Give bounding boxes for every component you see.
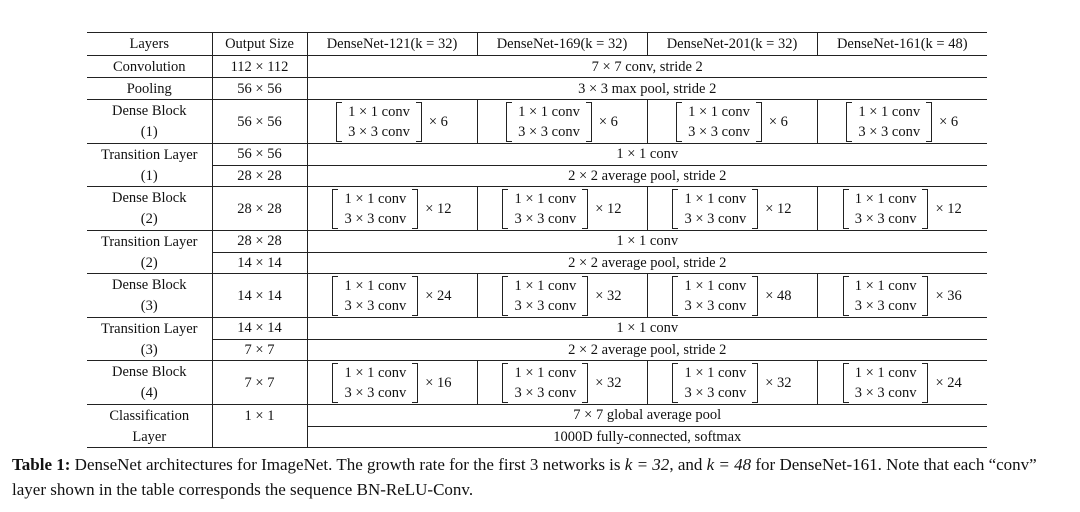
right-bracket	[412, 189, 418, 229]
dense-block-spec	[307, 187, 477, 231]
conv-line: 3 × 3 conv	[858, 123, 921, 140]
dense-block-spec	[817, 361, 987, 405]
caption-text-1: DenseNet architectures for ImageNet. The growth rate for the first 3 networks is	[70, 455, 625, 474]
conv-stack	[508, 189, 582, 229]
conv-line: 1 × 1 conv	[684, 277, 747, 294]
conv-line: 3 × 3 conv	[514, 384, 577, 401]
row-dense-block-4	[87, 361, 987, 405]
conv-line: 1 × 1 conv	[344, 364, 407, 381]
conv-line: 3 × 3 conv	[684, 384, 747, 401]
caption-k1: k = 32	[624, 455, 670, 474]
repeat-count: × 48	[765, 287, 792, 304]
row-transition-1a	[87, 144, 987, 166]
conv-stack	[338, 363, 412, 403]
repeat-count: × 12	[425, 200, 452, 217]
output-size: 7 × 7	[212, 339, 307, 361]
repeat-count: × 12	[765, 200, 792, 217]
dense-block-spec	[817, 274, 987, 318]
dense-block-spec	[307, 100, 477, 144]
dense-block-spec	[647, 361, 817, 405]
output-size: 28 × 28	[212, 165, 307, 187]
conv-line: 1 × 1 conv	[688, 103, 750, 120]
row-transition-2a	[87, 231, 987, 253]
right-bracket	[412, 363, 418, 403]
spanning-spec: 2 × 2 average pool, stride 2	[307, 165, 987, 187]
header-densenet-121: DenseNet-121(k = 32)	[307, 33, 477, 56]
caption-label: Table 1:	[12, 455, 71, 474]
spanning-spec: 7 × 7 global average pool	[307, 405, 987, 427]
conv-stack	[338, 189, 412, 229]
header-row	[87, 33, 987, 56]
right-bracket	[586, 102, 592, 142]
caption-text-3: for DenseNet-161. Note that each “conv” layer shown in the table corresponds the sequence BN-ReLU-Conv.	[12, 455, 1037, 499]
repeat-count: × 16	[425, 374, 452, 391]
dense-block-spec	[647, 187, 817, 231]
output-size: 56 × 56	[212, 78, 307, 100]
conv-stack	[512, 102, 586, 142]
row-dense-block-2	[87, 187, 987, 231]
dense-block-spec	[647, 274, 817, 318]
conv-line: 1 × 1 conv	[854, 277, 917, 294]
layer-index: (2)	[140, 254, 158, 271]
repeat-count: × 6	[598, 113, 618, 130]
row-transition-3b	[87, 339, 987, 361]
conv-line: 1 × 1 conv	[518, 103, 580, 120]
layer-name: Dense Block (2)	[112, 189, 187, 227]
conv-line: 3 × 3 conv	[688, 123, 750, 140]
right-bracket	[922, 363, 928, 403]
row-pooling	[87, 78, 987, 100]
conv-line: 1 × 1 conv	[854, 364, 917, 381]
conv-stack	[682, 102, 756, 142]
conv-line: 3 × 3 conv	[514, 210, 577, 227]
header-densenet-169: DenseNet-169(k = 32)	[477, 33, 647, 56]
layer-name: Dense Block (1)	[112, 102, 187, 140]
architecture-table	[87, 32, 987, 448]
conv-line: 3 × 3 conv	[518, 123, 580, 140]
right-bracket	[752, 189, 758, 229]
conv-line: 1 × 1 conv	[514, 277, 577, 294]
dense-block-spec	[477, 361, 647, 405]
layer-name: Transition Layer	[100, 146, 198, 163]
conv-line: 1 × 1 conv	[684, 364, 747, 381]
repeat-count: × 24	[425, 287, 452, 304]
dense-block-spec	[477, 274, 647, 318]
repeat-count: × 32	[595, 287, 622, 304]
spanning-spec: 1 × 1 conv	[307, 144, 987, 166]
right-bracket	[926, 102, 932, 142]
right-bracket	[416, 102, 422, 142]
layer-name: Layer	[132, 428, 167, 445]
repeat-count: × 6	[768, 113, 788, 130]
output-size: 28 × 28	[212, 231, 307, 253]
right-bracket	[582, 276, 588, 316]
conv-line: 3 × 3 conv	[344, 210, 407, 227]
layer-name: Dense Block (3)	[112, 276, 187, 314]
conv-stack	[508, 363, 582, 403]
right-bracket	[756, 102, 762, 142]
conv-stack	[849, 363, 923, 403]
right-bracket	[582, 363, 588, 403]
spanning-spec: 1 × 1 conv	[307, 318, 987, 340]
dense-block-spec	[477, 100, 647, 144]
conv-stack	[678, 363, 752, 403]
dense-block-spec	[477, 187, 647, 231]
output-size-empty	[212, 426, 307, 448]
conv-line: 3 × 3 conv	[854, 297, 917, 314]
conv-line: 1 × 1 conv	[854, 190, 917, 207]
row-dense-block-1	[87, 100, 987, 144]
conv-stack	[849, 276, 923, 316]
conv-line: 1 × 1 conv	[348, 103, 410, 120]
conv-stack	[508, 276, 582, 316]
output-size: 28 × 28	[212, 187, 307, 231]
conv-stack	[338, 276, 412, 316]
conv-line: 3 × 3 conv	[854, 210, 917, 227]
right-bracket	[922, 276, 928, 316]
repeat-count: × 6	[939, 113, 959, 130]
spanning-spec: 1000D fully-connected, softmax	[307, 426, 987, 448]
conv-stack	[678, 276, 752, 316]
output-size: 56 × 56	[212, 144, 307, 166]
row-transition-2b	[87, 252, 987, 274]
spanning-spec: 2 × 2 average pool, stride 2	[307, 339, 987, 361]
conv-line: 3 × 3 conv	[514, 297, 577, 314]
conv-line: 1 × 1 conv	[514, 190, 577, 207]
conv-line: 3 × 3 conv	[344, 384, 407, 401]
dense-block-spec	[307, 274, 477, 318]
right-bracket	[752, 363, 758, 403]
spanning-spec: 2 × 2 average pool, stride 2	[307, 252, 987, 274]
output-size: 56 × 56	[212, 100, 307, 144]
output-size: 14 × 14	[212, 274, 307, 318]
repeat-count: × 32	[595, 374, 622, 391]
header-densenet-161: DenseNet-161(k = 48)	[817, 33, 987, 56]
output-size: 112 × 112	[212, 56, 307, 78]
output-size: 14 × 14	[212, 252, 307, 274]
output-size: 7 × 7	[212, 361, 307, 405]
layer-name: Convolution	[112, 58, 186, 75]
row-transition-3a	[87, 318, 987, 340]
conv-line: 3 × 3 conv	[348, 123, 410, 140]
row-transition-1b	[87, 165, 987, 187]
header-densenet-201: DenseNet-201(k = 32)	[647, 33, 817, 56]
conv-stack	[852, 102, 926, 142]
conv-line: 3 × 3 conv	[684, 210, 747, 227]
conv-stack	[849, 189, 923, 229]
repeat-count: × 6	[428, 113, 448, 130]
spanning-spec: 7 × 7 conv, stride 2	[307, 56, 987, 78]
repeat-count: × 12	[935, 200, 962, 217]
conv-line: 1 × 1 conv	[514, 364, 577, 381]
layer-name: Classification	[109, 407, 190, 424]
dense-block-spec	[817, 187, 987, 231]
right-bracket	[412, 276, 418, 316]
conv-line: 3 × 3 conv	[854, 384, 917, 401]
layer-name: Transition Layer	[100, 320, 198, 337]
output-size: 14 × 14	[212, 318, 307, 340]
conv-stack	[342, 102, 416, 142]
repeat-count: × 32	[765, 374, 792, 391]
conv-line: 1 × 1 conv	[684, 190, 747, 207]
repeat-count: × 12	[595, 200, 622, 217]
right-bracket	[752, 276, 758, 316]
conv-line: 1 × 1 conv	[858, 103, 921, 120]
layer-name: Pooling	[126, 80, 172, 97]
layer-name: Dense Block (4)	[112, 363, 187, 401]
dense-block-spec	[307, 361, 477, 405]
spanning-spec: 3 × 3 max pool, stride 2	[307, 78, 987, 100]
conv-line: 1 × 1 conv	[344, 190, 407, 207]
right-bracket	[582, 189, 588, 229]
conv-line: 3 × 3 conv	[344, 297, 407, 314]
conv-stack	[678, 189, 752, 229]
header-output-size: Output Size	[212, 33, 307, 56]
row-classification-b	[87, 426, 987, 448]
repeat-count: × 24	[935, 374, 962, 391]
right-bracket	[922, 189, 928, 229]
conv-line: 3 × 3 conv	[684, 297, 747, 314]
row-classification-a	[87, 405, 987, 427]
header-layers: Layers	[87, 33, 212, 56]
row-dense-block-3	[87, 274, 987, 318]
conv-line: 1 × 1 conv	[344, 277, 407, 294]
caption-k2: k = 48	[706, 455, 752, 474]
row-convolution	[87, 56, 987, 78]
layer-name: Transition Layer	[100, 233, 198, 250]
caption-text-2: , and	[669, 455, 707, 474]
repeat-count: × 36	[935, 287, 962, 304]
layer-index: (1)	[140, 167, 158, 184]
layer-index: (3)	[140, 341, 158, 358]
table-caption	[12, 452, 1072, 502]
output-size: 1 × 1	[212, 405, 307, 427]
spanning-spec: 1 × 1 conv	[307, 231, 987, 253]
dense-block-spec	[647, 100, 817, 144]
dense-block-spec	[817, 100, 987, 144]
